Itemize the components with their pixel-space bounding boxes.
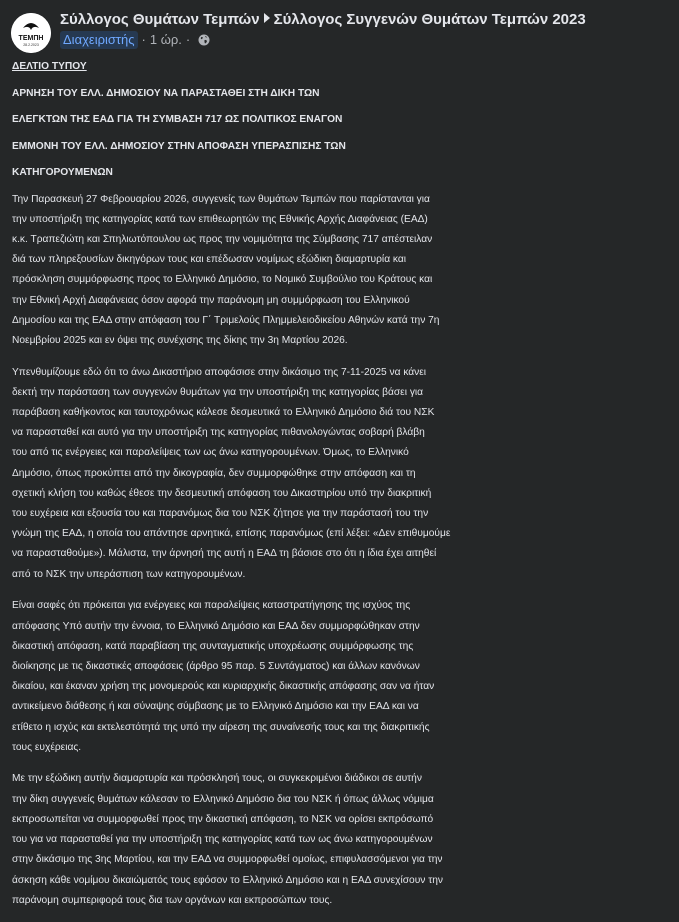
globe-icon[interactable] xyxy=(198,34,210,46)
text-line: Την Παρασκευή 27 Φεβρουαρίου 2026, συγγενείς των θυμάτων Τεμπών που παρίστανται για xyxy=(12,193,430,205)
text-line: κ.κ. Τραπεζιώτη και Σπηλιωτόπουλου ως προς την νομιμότητα της Σύμβασης 717 απέστειλαν xyxy=(12,233,433,245)
text-line: εκπροσωπείται να συμμορφωθεί προς την δικαστική απόφαση, το ΝΣΚ να ορίσει εκπρόσωπό xyxy=(12,813,434,825)
headline-line: ΑΡΝΗΣΗ ΤΟΥ ΕΛΛ. ΔΗΜΟΣΙΟΥ ΝΑ ΠΑΡΑΣΤΑΘΕΙ ΣΤΗ ΔΙΚΗ ΤΩΝ xyxy=(12,87,320,99)
group-name-link[interactable]: Σύλλογος Συγγενών Θυμάτων Τεμπών 2023 xyxy=(273,11,586,28)
text-line: από το ΝΣΚ την υπεράσπιση των κατηγορουμένων. xyxy=(12,568,246,580)
triangle-right-icon xyxy=(264,13,270,23)
text-line: διά των πληρεξουσίων δικηγόρων τους και επέδωσαν νομίμως εξώδικη διαμαρτυρία και xyxy=(12,254,407,266)
post-header xyxy=(11,8,671,52)
text-line: δικαστική απόφαση, κατά παραβίαση της συνταγματικής υποχρέωσης συμμόρφωσης της xyxy=(12,640,414,652)
text-line: την Εθνική Αρχή Διαφάνειας όσον αφορά την παράνομη μη συμμόρφωση του Ελληνικού xyxy=(12,294,410,306)
text-line: απόφασης Υπό αυτήν την έννοια, το Ελληνικό Δημόσιο και ΕΑΔ δεν συμμορφώθηκαν στην xyxy=(12,620,420,632)
avatar-logo-year: 28.2.2023 xyxy=(23,43,39,47)
meta-separator: · xyxy=(141,32,146,47)
text-line: να παρασταθεί και αυτό για την υποστήριξη της κατηγορίας πιθανολογώντας σοβαρή βλάβη xyxy=(12,427,425,439)
text-line: την δίκη συγγενείς θυμάτων κάλεσαν το Ελληνικό Δημόσιο δια του ΝΣΚ ή όπως άλλως νόμιμα xyxy=(12,793,434,805)
post-body xyxy=(12,54,669,922)
post-timestamp[interactable]: 1 ώρ. xyxy=(149,32,182,47)
press-release-label: ΔΕΛΤΙΟ ΤΥΠΟΥ xyxy=(12,61,87,72)
text-line: παράνομη συμπεριφορά τους δια των οργάνων και εκπροσώπων τους. xyxy=(12,894,333,906)
text-line: άσκηση κάθε νομίμου δικαιώματός τους εφόσον το Ελληνικό Δημόσιο και η ΕΑΔ συνεχίσουν την xyxy=(12,874,443,886)
paragraph-4 xyxy=(12,769,669,910)
text-line: παράβαση καθήκοντος και ταυτοχρόνως κάλεσε δεσμευτικά το Ελληνικό Δημόσιο διά του ΝΣΚ xyxy=(12,407,435,419)
text-line: στην δικάσιμο της 3ης Μαρτίου, και την ΕΑΔ να συμμορφωθεί ομοίως, επιφυλασσόμενοι για την xyxy=(12,854,443,866)
text-line: δικαίου, και έκαναν χρήση της μονομερούς και κυριαρχικής δικαστικής απόφασης σαν να ήταν xyxy=(12,681,435,693)
text-line: Είναι σαφές ότι πρόκειται για ενέργειες και παραλείψεις καταστρατήγησης της ισχύος της xyxy=(12,600,411,612)
text-line: Νοεμβρίου 2025 και εν όψει της συνέχισης της δίκης την 3η Μαρτίου 2026. xyxy=(12,334,348,346)
post-title xyxy=(60,10,586,29)
text-line: αντικείμενο διάθεσης ή και σύναψης σύμβασης με το Ελληνικό Δημόσιο και την ΕΑΔ και να xyxy=(12,701,419,713)
text-line: δεκτή την παράσταση των συγγενών θυμάτων για την υποστήριξη της κατηγορίας βάσει για xyxy=(12,386,424,398)
text-line: Δημοσίου και της ΕΑΔ στην απόφαση του Γ΄ Τριμελούς Πλημμελειοδικείου Αθηνών κατά την 7η xyxy=(12,314,440,326)
text-line: σχετική κλήση του καθώς έθεσε την δεσμευτική απόφαση του Δικαστηρίου υπό την διακριτική xyxy=(12,487,432,499)
page-name-link[interactable]: Σύλλογος Θυμάτων Τεμπών xyxy=(60,11,260,28)
admin-role-badge[interactable]: Διαχειριστής xyxy=(60,31,138,49)
text-line: του ευχέρεια και εξουσία του και παρανόμως δια του ΝΣΚ ζήτησε για την παράστασή του την xyxy=(12,508,429,520)
meta-separator: · xyxy=(185,32,191,47)
text-line: του από τις ενέργειες και παραλείψεις των ως άνω κατηγορουμένων. Όμως, το Ελληνικό xyxy=(12,447,409,459)
text-line: πρόσκληση συμμόρφωσης προς το Ελληνικό Δημόσιο, το Νομικό Συμβούλιο του Κράτους και xyxy=(12,274,433,286)
text-line: να παρασταθούμε»). Μάλιστα, την άρνησή της αυτή η ΕΑΔ τη βάσισε στο ότι η ίδια έχει αιτηθεί xyxy=(12,548,437,560)
text-line: του για να παρασταθεί για την υποστήριξη της κατηγορίας κατά των ως άνω κατηγορουμένων xyxy=(12,834,433,846)
avatar-logo-text: ΤΕΜΠΗ xyxy=(18,35,44,42)
text-line: γνώμη της ΕΑΔ, η οποία του απάντησε αρνητικά, επίσης παρανόμως (επί λέξει: «Δεν επιθυμούμε xyxy=(12,528,451,540)
text-line: Δημόσιο, όπως προκύπτει από την δικογραφία, δεν συμμορφώθηκε στην απόφαση και τη xyxy=(12,467,416,479)
page-avatar[interactable] xyxy=(11,13,51,53)
paragraph-2 xyxy=(12,363,669,585)
text-line: διοίκησης με τις δικαστικές αποφάσεις (άρθρο 95 παρ. 5 Συντάγματος) και άλλων κανόνων xyxy=(12,660,420,672)
headline-line: ΕΛΕΓΚΤΩΝ ΤΗΣ ΕΑΔ ΓΙΑ ΤΗ ΣΥΜΒΑΣΗ 717 ΩΣ ΠΟΛΙΤΙΚΟΣ ΕΝΑΓΟΝ xyxy=(12,114,343,125)
text-line: Με την εξώδικη αυτήν διαμαρτυρία και πρόσκλησή τους, οι συγκεκριμένοι διάδικοι σε αυτήν xyxy=(12,773,422,785)
text-line: τους ευχέρειας. xyxy=(12,741,82,753)
paragraph-3 xyxy=(12,596,669,758)
text-line: ετίθετο η ισχύς και εκτελεστότητά της υπό την αίρεση της συναίνεσής τους και της διακριτικής xyxy=(12,721,430,733)
paragraph-1 xyxy=(12,190,669,352)
headline-line: ΕΜΜΟΝΗ ΤΟΥ ΕΛΛ. ΔΗΜΟΣΙΟΥ ΣΤΗΝ ΑΠΟΦΑΣΗ ΥΠΕΡΑΣΠΙΣΗΣ ΤΩΝ xyxy=(12,140,346,152)
tempi-logo-icon xyxy=(11,13,51,53)
headline-line: ΚΑΤΗΓΟΡΟΥΜΕΝΩΝ xyxy=(12,167,113,178)
text-line: την υποστήριξη της κατηγορίας κατά των επιθεωρητών της Εθνικής Αρχής Διαφάνειας (ΕΑΔ) xyxy=(12,213,428,225)
text-line: Υπενθυμίζουμε εδώ ότι το άνω Δικαστήριο αποφάσισε στην δικάσιμο της 7-11-2025 να κάνει xyxy=(12,366,427,378)
post-meta xyxy=(60,31,210,49)
